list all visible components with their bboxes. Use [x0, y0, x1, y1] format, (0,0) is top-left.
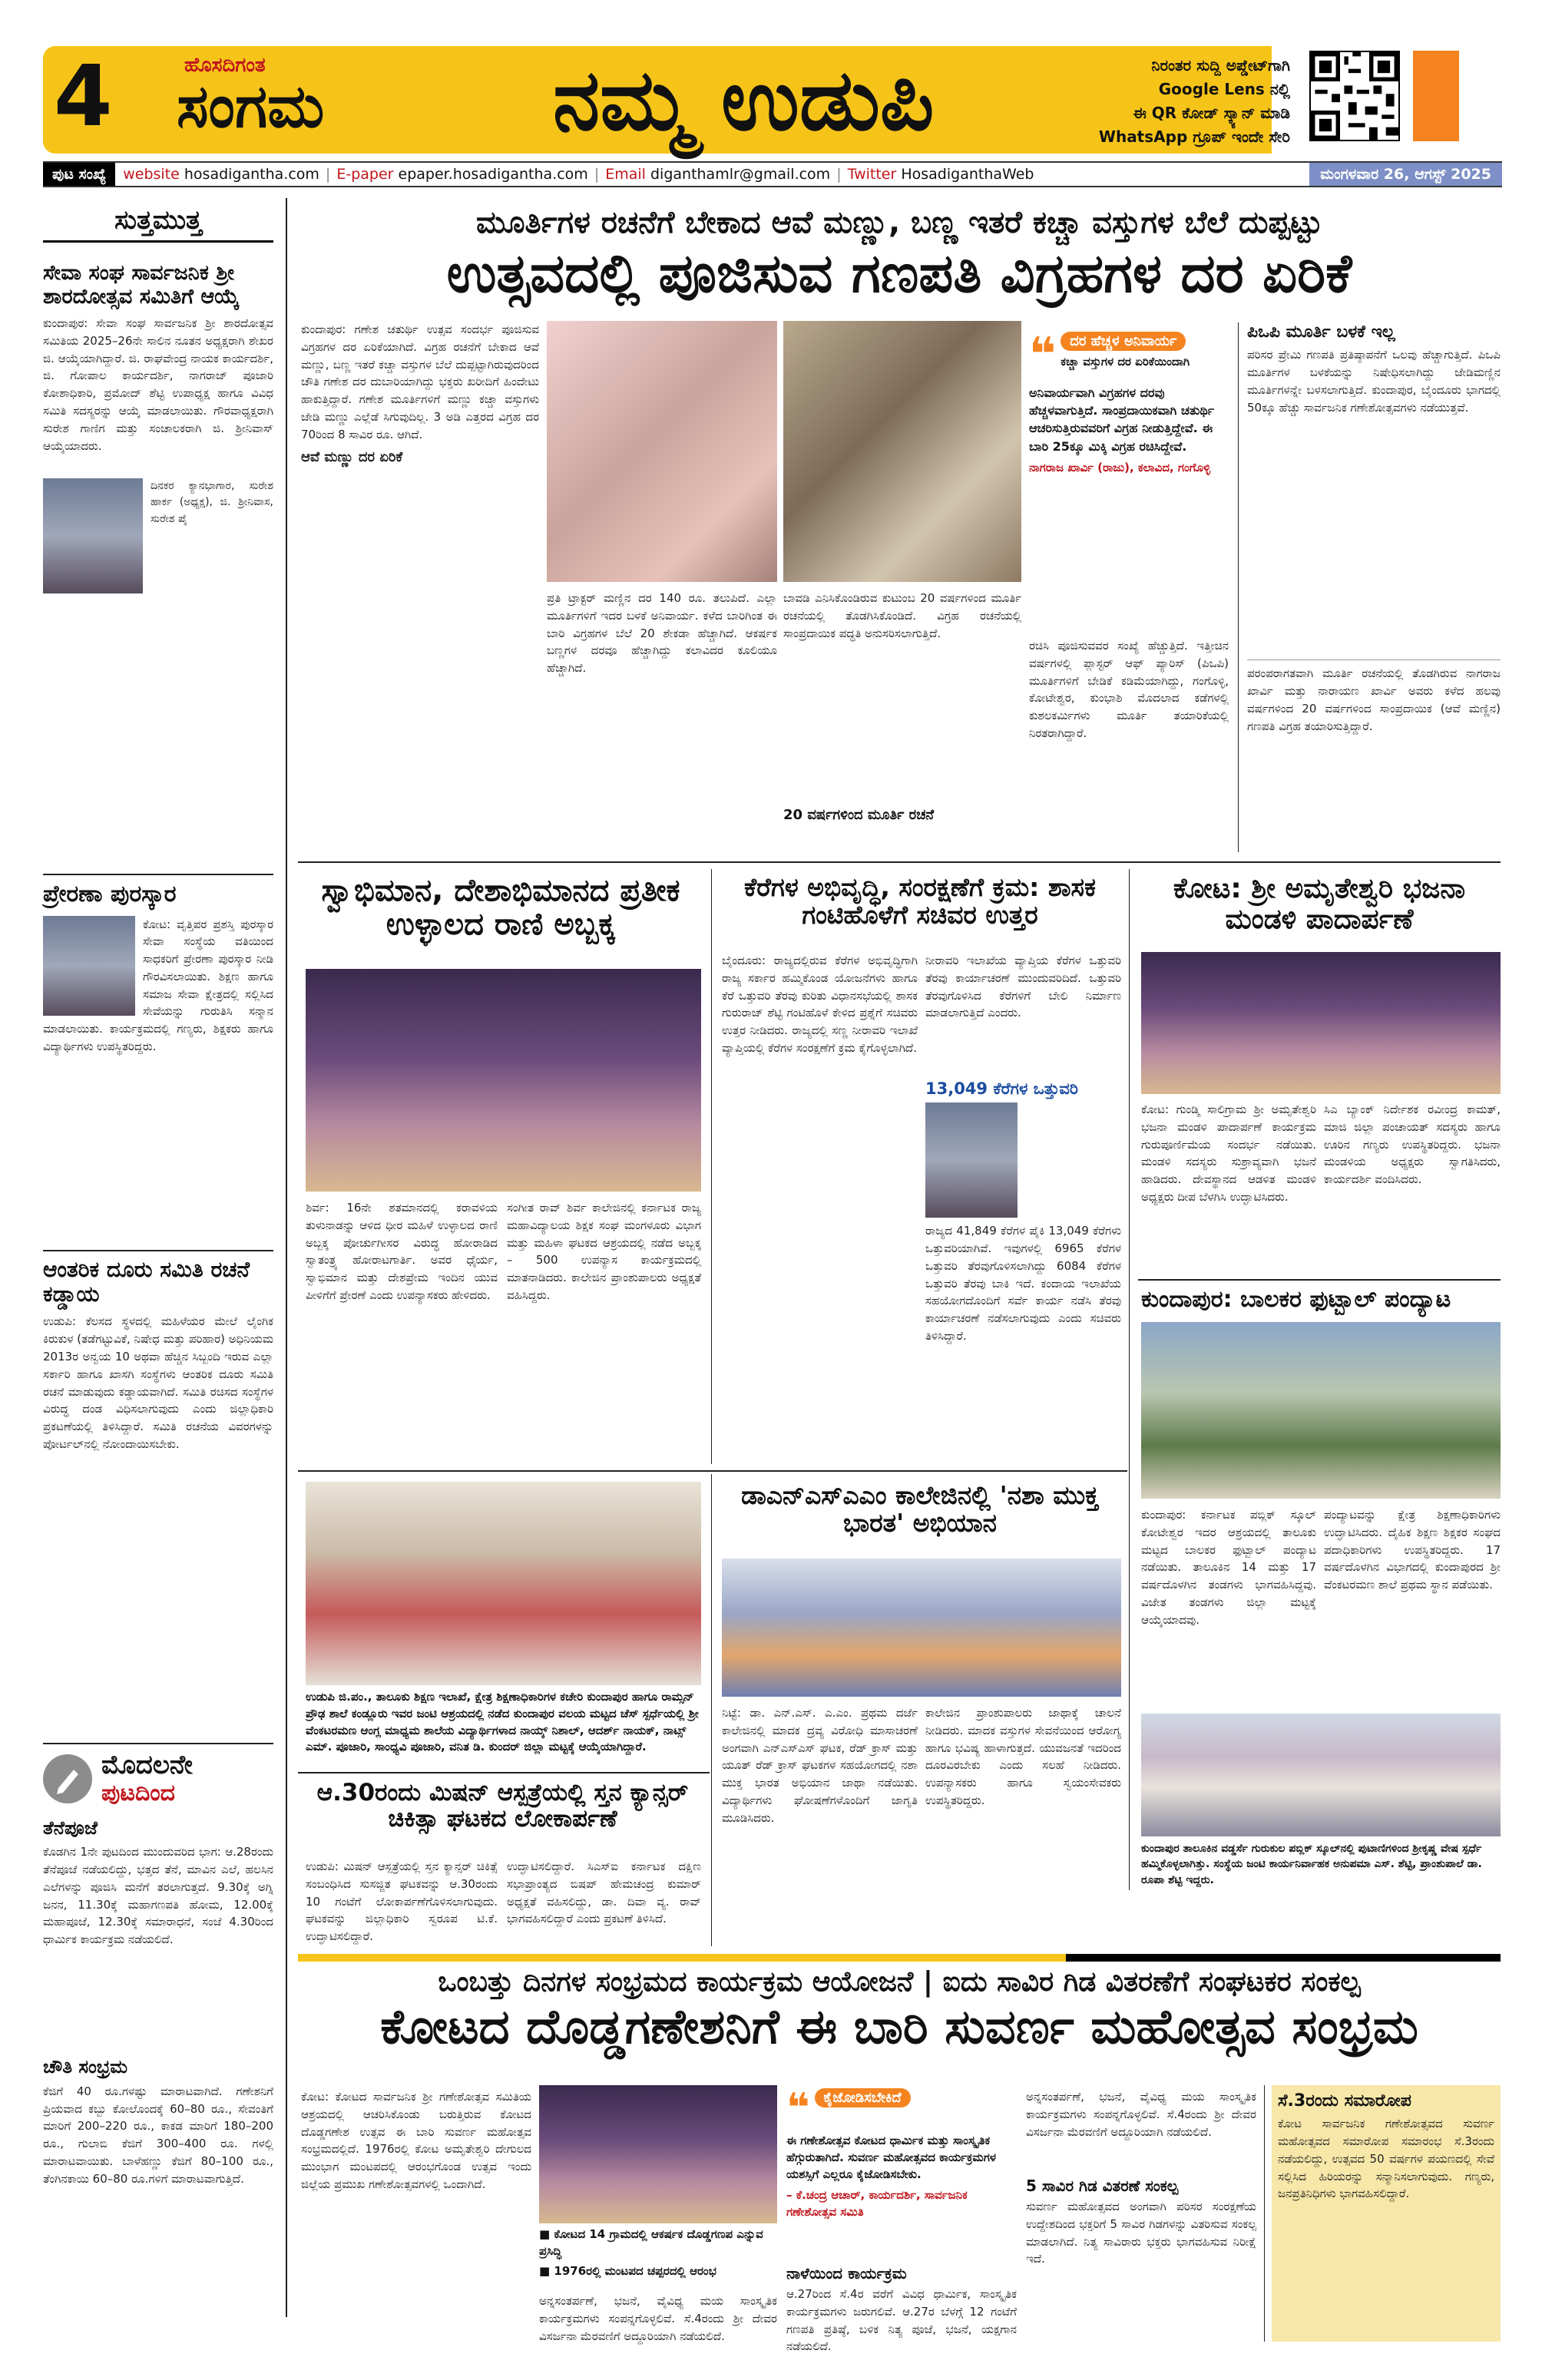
corner-tab	[1413, 51, 1459, 141]
story-lakes	[720, 874, 1120, 930]
story-body: ಕುಂದಾಪುರ: ಸೇವಾ ಸಂಘ ಸಾರ್ವಜನಿಕ ಶ್ರೀ ಶಾರದೋತ್ಸವ ಸಮಿತಿಯ 2025–26ನೇ ಸಾಲಿನ ನೂತನ ಅಧ್ಯಕ್ಷರಾಗಿ ಶೇಖರ ಜಿ. ಆಯ್ಕೆಯಾಗಿದ್ದಾರೆ. ಜಿ. ರಾಘವೇಂದ್ರ ನಾಯಕ ಕಾರ್ಯದರ್ಶಿ, ಜಿ. ಗೋಪಾಲ ಕಾರ್ಯದರ್ಶಿ, ನಾಗರಾಜ್ ಪೂಜಾರಿ ಕೋಶಾಧಿಕಾರಿ, ಪ್ರಮೋದ್ ಶೆಟ್ಟಿ ಉಪಾಧ್ಯಕ್ಷ ಹಾಗೂ ವಿವಿಧ ಸಮಿತಿ ಸದಸ್ಯರನ್ನು ಆಯ್ಕೆ ಮಾಡಲಾಯಿತು. ಗೌರವಾಧ್ಯಕ್ಷರಾಗಿ ಸುರೇಶ ಗಾಣಿಗ ಮತ್ತು ಸಂಚಾಲಕರಾಗಿ ಜಿ. ಶ್ರೀನಿವಾಸ್ ಆಯ್ಕೆಯಾದರು.	[43, 316, 273, 453]
story-cancer	[301, 1780, 704, 1832]
story-body: ಶಿರ್ವ: 16ನೇ ಶತಮಾನದಲ್ಲಿ ಕರಾವಳಿಯ ತುಳುನಾಡನ್ನು ಆಳಿದ ಧೀರ ಮಹಿಳೆ ಉಳ್ಳಾಲದ ರಾಣಿ ಅಬ್ಬಕ್ಕ ಪೋರ್ಚುಗೀಸರ ವಿರುದ್ಧ ಹೋರಾಡಿದ ಸ್ವಾತಂತ್ರ್ಯ ಹೋರಾಟಗಾರ್ತಿ. ಅವರ ಧೈರ್ಯ, ಸ್ವಾಭಿಮಾನ ಮತ್ತು ದೇಶಪ್ರೇಮ ಇಂದಿನ ಯುವ ಪೀಳಿಗೆಗೆ ಪ್ರೇರಣೆ ಎಂದು ಉಪನ್ಯಾಸಕರು ಹೇಳಿದರು.	[306, 1201, 498, 1302]
story-body: ರಾಜ್ಯದ 41,849 ಕೆರೆಗಳ ಪೈಕಿ 13,049 ಕೆರೆಗಳು ಒತ್ತುವರಿಯಾಗಿವೆ. ಇವುಗಳಲ್ಲಿ 6965 ಕೆರೆಗಳ ಒತ್ತುವರಿ ತೆರವುಗೊಳಿಸಲಾಗಿದ್ದು 6084 ಕೆರೆಗಳ ಒತ್ತುವರಿ ತೆರವು ಬಾಕಿ ಇದೆ. ಕಂದಾಯ ಇಲಾಖೆಯ ಸಹಯೋಗದೊಂದಿಗೆ ಸರ್ವೆ ಕಾರ್ಯ ನಡೆಸಿ ತೆರವು ಕಾರ್ಯಾಚರಣೆ ನಡೆಸಲಾಗುವುದು ಎಂದು ಸಚಿವರು ತಿಳಿಸಿದ್ದಾರೆ.	[925, 1224, 1121, 1343]
quote-icon: ❝	[1029, 328, 1057, 382]
pencil-icon	[43, 1754, 92, 1803]
story-body: ಅನ್ನಸಂತರ್ಪಣೆ, ಭಜನೆ, ವೈವಿಧ್ಯ ಮಯ ಸಾಂಸ್ಕೃತಿಕ ಕಾರ್ಯಕ್ರಮಗಳು ಸಂಪನ್ನಗೊಳ್ಳಲಿವೆ. ಸೆ.4ರಂದು ಶ್ರೀ ದೇವರ ವಿಸರ್ಜನಾ ಮೆರವಣಿಗೆ ಅದ್ದೂರಿಯಾಗಿ ನಡೆಯಲಿದೆ.	[539, 2294, 777, 2343]
lakes-right-col	[925, 952, 1121, 1453]
story-body: ಸಿಎ ಬ್ಯಾಂಕ್ ನಿರ್ದೇಶಕ ರವೀಂದ್ರ ಕಾಮತ್, ಮಾಜಿ ಜಿಲ್ಲಾ ಪಂಚಾಯತ್ ಸದಸ್ಯರು ಹಾಗೂ ಊರಿನ ಗಣ್ಯರು ಉಪಸ್ಥಿತರಿದ್ದರು. ಭಜನಾ ಮಂಡಳಿಯ ಅಧ್ಯಕ್ಷರು ಸ್ವಾಗತಿಸಿದರು, ಕಾರ್ಯದರ್ಶಿ ವಂದಿಸಿದರು.	[1324, 1102, 1501, 1187]
story-title: ಪ್ರೇರಣಾ ಪುರಸ್ಕಾರ	[43, 881, 177, 907]
bottom-col-4	[1026, 2088, 1256, 2344]
website-label: website	[123, 166, 180, 183]
story-subhead: ಆವೆ ಮಣ್ಣು ದರ ಏರಿಕೆ	[301, 448, 403, 465]
story-football	[1141, 1287, 1501, 1312]
awareness-rally-photo	[722, 1559, 1121, 1697]
qr-line: Google Lens ನಲ್ಲಿ	[1158, 80, 1290, 98]
column-divider	[1129, 869, 1130, 1890]
epaper-label: E-paper	[336, 166, 394, 183]
sidebar-title: ಪಿಒಪಿ ಮೂರ್ತಿ ಬಳಕೆ ಇಲ್ಲ	[1247, 322, 1395, 342]
firstpage-title: ಮೊದಲನೇ	[101, 1750, 193, 1780]
bottom-quote-box	[786, 2085, 1017, 2221]
quote-subtitle: ಕಚ್ಚಾ ವಸ್ತುಗಳ ದರ ಏರಿಕೆಯಿಂದಾಗಿ	[1061, 355, 1190, 369]
story-divider	[1138, 1279, 1501, 1281]
story-title: ಸೇವಾ ಸಂಘ ಸಾರ್ವಜನಿಕ ಶ್ರೀ ಶಾರದೋತ್ಸವ ಸಮಿತಿಗೆ ಆಯ್ಕೆ	[43, 261, 240, 309]
story-subhead: 5 ಸಾವಿರ ಗಿಡ ವಿತರಣೆ ಸಂಕಲ್ಪ	[1026, 2177, 1179, 2195]
quote-body: ಈ ಗಣೇಶೋತ್ಸವ ಕೋಟದ ಧಾರ್ಮಿಕ ಮತ್ತು ಸಾಂಸ್ಕೃತಿಕ ಹೆಗ್ಗುರುತಾಗಿದೆ. ಸುವರ್ಣ ಮಹೋತ್ಸವದ ಕಾರ್ಯಕ್ರಮಗಳ ಯಶಸ್ಸಿಗೆ ಎಲ್ಲರೂ ಕೈಜೋಡಿಸಬೇಕು.	[786, 2134, 996, 2181]
epaper-link[interactable]: epaper.hosadigantha.com	[398, 166, 588, 183]
football-team-photo	[1141, 1322, 1501, 1499]
bottom-story	[298, 1967, 1501, 2053]
story-body: ಪಂದ್ಯಾಟವನ್ನು ಕ್ಷೇತ್ರ ಶಿಕ್ಷಣಾಧಿಕಾರಿಗಳು ಉದ್ಘಾಟಿಸಿದರು. ದೈಹಿಕ ಶಿಕ್ಷಣ ಶಿಕ್ಷಕರ ಸಂಘದ ಪದಾಧಿಕಾರಿಗಳು ಉಪಸ್ಥಿತರಿದ್ದರು. 17 ವರ್ಷದೊಳಗಿನ ವಿಭಾಗದಲ್ಲಿ ಕುಂದಾಪುರದ ಶ್ರೀ ವೆಂಕಟರಮಣ ಶಾಲೆ ಪ್ರಥಮ ಸ್ಥಾನ ಪಡೆಯಿತು.	[1324, 1508, 1501, 1592]
top-story-body-a	[301, 321, 539, 851]
krishna-costume-photo	[1141, 1714, 1501, 1836]
story-body: ಬಾವಡಿ ಎನಿಸಿಕೊಂಡಿರುವ ಕುಟುಂಬ 20 ವರ್ಷಗಳಿಂದ ಮೂರ್ತಿ ರಚನೆಯಲ್ಲಿ ತೊಡಗಿಸಿಕೊಂಡಿದೆ. ವಿಗ್ರಹ ರಚನೆಯಲ್ಲಿ ಸಾಂಪ್ರದಾಯಿಕ ಪದ್ಧತಿ ಅನುಸರಿಸಲಾಗುತ್ತಿದೆ.	[783, 591, 1021, 640]
ganesha-mandap-photo	[539, 2085, 777, 2223]
story-headline: ಡಾಎನ್‌ಎಸ್‌ಎಎಂ ಕಾಲೇಜಿನಲ್ಲಿ 'ನಶಾ ಮುಕ್ತ ಭಾರತ' ಅಭಿಯಾನ	[741, 1480, 1099, 1539]
photo-caption: ■ 1976ರಲ್ಲಿ ಮಂಟಪದ ಚಪ್ಪರದಲ್ಲಿ ಆರಂಭ	[539, 2264, 716, 2278]
story-nasha	[720, 1482, 1120, 1538]
brand-title: ಸಂಗಮ	[177, 72, 325, 141]
quote-author: ನಾಗರಾಜ ಖಾರ್ವಿ (ರಾಜು), ಕಲಾವಿದ, ಗಂಗೊಳ್ಳಿ	[1029, 460, 1211, 474]
qr-promo	[1067, 54, 1290, 149]
issue-date: ಮಂಗಳವಾರ 26, ಆಗಸ್ಟ್ 2025	[1309, 163, 1502, 186]
sidebar-body: ಪರಿಸರ ಪ್ರೇಮಿ ಗಣಪತಿ ಪ್ರತಿಷ್ಠಾಪನೆಗೆ ಒಲವು ಹೆಚ್ಚಾಗುತ್ತಿದೆ. ಪಿಒಪಿ ಮೂರ್ತಿಗಳ ಬಳಕೆಯನ್ನು ನಿಷೇಧಿಸಲಾಗಿದ್ದು ಜೇಡಿಮಣ್ಣಿನ ಮೂರ್ತಿಗಳನ್ನೇ ಬಳಸಲಾಗುತ್ತಿದೆ. ಕುಂದಾಪುರ, ಬೈಂದೂರು ಭಾಗದಲ್ಲಿ 50ಕ್ಕೂ ಹೆಚ್ಚು ಸಾರ್ವಜನಿಕ ಗಣೇಶೋತ್ಸವಗಳು ನಡೆಯುತ್ತವೆ.	[1247, 348, 1501, 415]
story-body: ಆ.27ರಿಂದ ಸೆ.4ರ ವರೆಗೆ ವಿವಿಧ ಧಾರ್ಮಿಕ, ಸಾಂಸ್ಕೃತಿಕ ಕಾರ್ಯಕ್ರಮಗಳು ಜರುಗಲಿವೆ. ಆ.27ರ ಬೆಳಗ್ಗೆ 12 ಗಂಟೆಗೆ ಗಣಪತಿ ಪ್ರತಿಷ್ಠೆ, ಬಳಿಕ ನಿತ್ಯ ಪೂಜೆ, ಭಜನೆ, ಯಕ್ಷಗಾನ ನಡೆಯಲಿದೆ.	[786, 2287, 1017, 2354]
photo-caption: ದಿನಕರ ಕ್ಯಾನಭಾಗಾರ, ಸುರೇಶ ಹಾರ್ಕ (ಅಧ್ಯಕ್ಷ), ಜಿ. ಶ್ರೀನಿವಾಸ, ಸುರೇಶ ಪೈ	[151, 480, 273, 525]
top-story	[298, 206, 1501, 303]
photo-caption: ■ ಕೋಟದ 14 ಗ್ರಾಮದಲ್ಲಿ ಆಕರ್ಷಕ ದೊಡ್ಡಗಣಪ ಎನ್ನುವ ಪ್ರಸಿದ್ಧಿ	[539, 2227, 763, 2258]
story-complaint-committee	[43, 1258, 273, 1712]
story-headline: ಕೋಟದ ದೊಡ್ಡಗಣೇಶನಿಗೆ ಈ ಬಾರಿ ಸುವರ್ಣ ಮಹೋತ್ಸವ ಸಂಭ್ರಮ	[380, 1998, 1418, 2054]
twitter-label: Twitter	[847, 166, 897, 183]
story-body: ಉಡುಪಿ: ಮಿಷನ್ ಆಸ್ಪತ್ರೆಯಲ್ಲಿ ಸ್ತನ ಕ್ಯಾನ್ಸರ್ ಚಿಕಿತ್ಸೆ ಸಂಬಂಧಿಸಿದ ಸುಸಜ್ಜಿತ ಘಟಕವನ್ನು ಆ.30ರಂದು 10 ಗಂಟೆಗೆ ಲೋಕಾರ್ಪಣೆಗೊಳಿಸಲಾಗುವುದು. ಘಟಕವನ್ನು ಜಿಲ್ಲಾಧಿಕಾರಿ ಸ್ವರೂಪ ಟಿ.ಕೆ. ಉದ್ಘಾಟಿಸಲಿದ್ದಾರೆ.	[306, 1859, 498, 1944]
bhajana-photo	[1141, 952, 1501, 1094]
twitter-link[interactable]: HosadiganthaWeb	[901, 166, 1034, 183]
story-body: ಕುಂದಾಪುರ: ಗಣೇಶ ಚತುರ್ಥಿ ಉತ್ಸವ ಸಂದರ್ಭ ಪೂಜಿಸುವ ವಿಗ್ರಹಗಳ ದರ ಏರಿಕೆಯಾಗಿದೆ. ವಿಗ್ರಹ ರಚನೆಗೆ ಬೇಕಾದ ಆವೆ ಮಣ್ಣು, ಬಣ್ಣ ಇತರೆ ಕಚ್ಚಾ ವಸ್ತುಗಳ ಬೆಲೆ ದುಪ್ಪಟ್ಟಾಗಿರುವುದರಿಂದ ಚೌತಿ ಗಣೇಶ ದರ ದುಬಾರಿಯಾಗಿದ್ದು ಭಕ್ತರು ಖರೀದಿಗೆ ಹಿಂದೇಟು ಹಾಕುತ್ತಿದ್ದಾರೆ. ಗಣೇಶ ಮೂರ್ತಿಗಳಿಗೆ ಮಣ್ಣು ಕಚ್ಚಾ ವಸ್ತುಗಳು ಜೇಡಿ ಮಣ್ಣು ಎಲ್ಲೆಡೆ ಸಿಗುವುದಿಲ್ಲ. 3 ಅಡಿ ಎತ್ತರದ ವಿಗ್ರಹ ದರ 70ರಿಂದ 8 ಸಾವಿರ ರೂ. ಆಗಿದೆ.	[301, 322, 539, 441]
quote-box	[1029, 328, 1229, 477]
decor-strip	[1066, 1954, 1501, 1962]
sidebar-title: ಸೆ.3ರಂದು ಸಮಾರೋಪ	[1278, 2091, 1411, 2111]
portrait-photo	[43, 478, 143, 593]
quote-author: – ಕೆ.ಚಂದ್ರ ಆಚಾರ್, ಕಾರ್ಯದರ್ಶಿ, ಸಾರ್ವಜನಿಕ ಗಣೇಶೋತ್ಸವ ಸಮಿತಿ	[786, 2188, 968, 2219]
bottom-sidebar	[1272, 2085, 1501, 2342]
story-body: ಪ್ರತಿ ಟ್ರಾಕ್ಟರ್ ಮಣ್ಣಿನ ದರ 140 ರೂ. ತಲುಪಿದೆ. ಎಲ್ಲಾ ಮೂರ್ತಿಗಳಿಗೆ ಇದರ ಬಳಕೆ ಅನಿವಾರ್ಯ. ಕಳೆದ ಬಾರಿಗಿಂತ ಈ ಬಾರಿ ವಿಗ್ರಹಗಳ ಬೆಲೆ 20 ಶೇಕಡಾ ಹೆಚ್ಚಾಗಿದೆ. ಆಕರ್ಷಕ ಬಣ್ಣಗಳ ದರವೂ ಹೆಚ್ಚಾಗಿದ್ದು ಕಲಾವಿದರ ಕೂಲಿಯೂ ಹೆಚ್ಚಾಗಿದೆ.	[547, 591, 777, 676]
event-stage-photo	[306, 969, 701, 1192]
qr-code-icon[interactable]	[1309, 51, 1400, 141]
email-label: Email	[605, 166, 646, 183]
story-headline: ಕುಂದಾಪುರ: ಬಾಲಕರ ಫುಟ್ಬಾಲ್ ಪಂದ್ಯಾಟ	[1141, 1286, 1451, 1313]
column-divider	[711, 1474, 712, 1946]
story-body: ಸಂಗೀತ ರಾವ್ ಶಿರ್ವ ಕಾಲೇಜಿನಲ್ಲಿ ಕರ್ನಾಟಕ ರಾಜ್ಯ ಮಹಾವಿದ್ಯಾಲಯ ಶಿಕ್ಷಕ ಸಂಘ ಮಂಗಳೂರು ವಿಭಾಗ ಮತ್ತು ಮಹಿಳಾ ಘಟಕದ ಆಶ್ರಯದಲ್ಲಿ ನಡೆದ ಅಬ್ಬಕ್ಕ – 500 ಉಪನ್ಯಾಸ ಕಾರ್ಯಕ್ರಮದಲ್ಲಿ ಮಾತನಾಡಿದರು. ಕಾಲೇಜಿನ ಪ್ರಾಂಶುಪಾಲರು ಅಧ್ಯಕ್ಷತೆ ವಹಿಸಿದ್ದರು.	[507, 1201, 701, 1302]
page-number: 4	[54, 47, 113, 145]
story-body: ನೀರಾವರಿ ಇಲಾಖೆಯ ವ್ಯಾಪ್ತಿಯ ಕೆರೆಗಳ ಒತ್ತುವರಿ ತೆರವು ಕಾರ್ಯಾಚರಣೆ ಮುಂದುವರಿದಿದೆ. ಒತ್ತುವರಿ ತೆರವುಗೊಳಿಸಿದ ಕೆರೆಗಳಿಗೆ ಬೇಲಿ ನಿರ್ಮಾಣ ಮಾಡಲಾಗುತ್ತಿದೆ ಎಂದರು.	[925, 954, 1121, 1020]
quote-tag: ದರ ಹೆಚ್ಚಳ ಅನಿವಾರ್ಯ	[1061, 332, 1186, 351]
subsection-title: ಚೌತಿ ಸಂಭ್ರಮ	[43, 2056, 128, 2078]
column-divider	[1264, 2085, 1265, 2342]
story-headline: ಆ.30ರಂದು ಮಿಷನ್ ಆಸ್ಪತ್ರೆಯಲ್ಲಿ ಸ್ತನ ಕ್ಯಾನ್ಸರ್ ಚಿಕಿತ್ಸಾ ಘಟಕದ ಲೋಕಾರ್ಪಣೆ	[316, 1779, 689, 1833]
story-kicker: ಮೂರ್ತಿಗಳ ರಚನೆಗೆ ಬೇಕಾದ ಆವೆ ಮಣ್ಣು, ಬಣ್ಣ ಇತರೆ ಕಚ್ಚಾ ವಸ್ತುಗಳ ಬೆಲೆ ದುಪ್ಪಟ್ಟು	[476, 205, 1322, 240]
story-body: ಅನ್ನಸಂತರ್ಪಣೆ, ಭಜನೆ, ವೈವಿಧ್ಯ ಮಯ ಸಾಂಸ್ಕೃತಿಕ ಕಾರ್ಯಕ್ರಮಗಳು ಸಂಪನ್ನಗೊಳ್ಳಲಿವೆ. ಸೆ.4ರಂದು ಶ್ರೀ ದೇವರ ವಿಸರ್ಜನಾ ಮೆರವಣಿಗೆ ಅದ್ದೂರಿಯಾಗಿ ನಡೆಯಲಿದೆ.	[1026, 2090, 1256, 2139]
story-body: ಕೋಟ: ಕೋಟದ ಸಾರ್ವಜನಿಕ ಶ್ರೀ ಗಣೇಶೋತ್ಸವ ಸಮಿತಿಯ ಆಶ್ರಯದಲ್ಲಿ ಆಚರಿಸಿಕೊಂಡು ಬರುತ್ತಿರುವ ಕೋಟದ ದೊಡ್ಡಗಣೇಶ ಉತ್ಸವ ಈ ಬಾರಿ ಸುವರ್ಣ ಮಹೋತ್ಸವ ಸಂಭ್ರಮದಲ್ಲಿದೆ. 1976ರಲ್ಲಿ ಕೋಟ ಅಮೃತೇಶ್ವರಿ ದೇಗುಲದ ಮುಂಭಾಗ ಮಂಟಪದಲ್ಲಿ ಆರಂಭಗೊಂಡ ಉತ್ಸವ ಇಂದು ಜಿಲ್ಲೆಯ ಪ್ರಮುಖ ಗಣೇಶೋತ್ಸವಗಳಲ್ಲಿ ಒಂದಾಗಿದೆ.	[301, 2090, 531, 2191]
top-story-body-c	[783, 590, 1021, 824]
caption-bullet-icon: ■	[539, 2227, 554, 2241]
left-section-header	[43, 206, 273, 243]
story-subhead: 20 ವರ್ಷಗಳಿಂದ ಮೂರ್ತಿ ರಚನೆ	[783, 807, 935, 823]
firstpage-header	[43, 1750, 273, 1807]
story-bhajana	[1138, 874, 1501, 934]
qr-line: ಈ QR ಕೋಡ್ ಸ್ಕ್ಯಾನ್ ಮಾಡಿ	[1133, 104, 1290, 122]
subsection-body: ಕೊಡಗಿನ 1ನೇ ಪುಟದಿಂದ ಮುಂದುವರಿದ ಭಾಗ: ಆ.28ರಂದು ತೆನೆಪೂಜೆ ನಡೆಯಲಿದ್ದು, ಭತ್ತದ ತೆನೆ, ಮಾವಿನ ಎಲೆ, ಹಲಸಿನ ಎಲೆಗಳನ್ನು ಪೂಜಿಸಿ ಮನೆಗೆ ತರಲಾಗುತ್ತದೆ. 9.30ಕ್ಕೆ ಅಗ್ನಿ ಜನನ, 11.30ಕ್ಕೆ ಮಹಾಗಣಪತಿ ಹೋಮ, 12.00ಕ್ಕೆ ಮಹಾಪೂಜೆ, 12.30ಕ್ಕೆ ಸಮಾರಾಧನೆ, ಸಂಜೆ 4.30ರಿಂದ ಧಾರ್ಮಿಕ ಕಾರ್ಯಕ್ರಮ ನಡೆಯಲಿದೆ.	[43, 1845, 273, 1947]
minister-photo	[925, 1102, 1018, 1218]
story-divider	[298, 1470, 1127, 1472]
story-body: ಕೋಟ: ಗುಂಡ್ಮಿ ಸಾಲಿಗ್ರಾಮ ಶ್ರೀ ಅಮೃತೇಶ್ವರಿ ಭಜನಾ ಮಂಡಳಿ ಪಾದಾರ್ಪಣೆ ಕಾರ್ಯಕ್ರಮ ಗುರುಪೂರ್ಣಿಮೆಯ ಸಂದರ್ಭ ನಡೆಯಿತು. ಮಂಡಳಿ ಸದಸ್ಯರು ಸುಶ್ರಾವ್ಯವಾಗಿ ಭಜನೆ ಹಾಡಿದರು. ದೇವಸ್ಥಾನದ ಆಡಳಿತ ಮಂಡಳಿ ಅಧ್ಯಕ್ಷರು ದೀಪ ಬೆಳಗಿಸಿ ಉದ್ಘಾಟಿಸಿದರು.	[1141, 1102, 1316, 1204]
photo-caption: ಕುಂದಾಪುರ ತಾಲೂಕಿನ ವಡ್ಡರ್ಸೆ ಗುರುಕುಲ ಪಬ್ಲಿಕ್ ಸ್ಕೂಲ್‌ನಲ್ಲಿ ಪುಟಾಣಿಗಳಿಂದ ಶ್ರೀಕೃಷ್ಣ ವೇಷ ಸ್ಪರ್ಧೆ ಹಮ್ಮಿಕೊಳ್ಳಲಾಗಿತ್ತು. ಸಂಸ್ಥೆಯ ಜಂಟಿ ಕಾರ್ಯನಿರ್ವಾಹಕ ಅನುಪಮಾ ಎಸ್. ಶೆಟ್ಟಿ, ಪ್ರಾಂಶುಪಾಲೆ ಡಾ. ರೂಪಾ ಶೆಟ್ಟಿ ಇದ್ದರು.	[1141, 1843, 1482, 1886]
story-body: ಉಡುಪಿ: ಕೆಲಸದ ಸ್ಥಳದಲ್ಲಿ ಮಹಿಳೆಯರ ಮೇಲೆ ಲೈಂಗಿಕ ಕಿರುಕುಳ (ತಡೆಗಟ್ಟುವಿಕೆ, ನಿಷೇಧ ಮತ್ತು ಪರಿಹಾರ) ಅಧಿನಿಯಮ 2013ರ ಅನ್ವಯ 10 ಅಥವಾ ಹೆಚ್ಚಿನ ಸಿಬ್ಬಂದಿ ಇರುವ ಎಲ್ಲಾ ಸರ್ಕಾರಿ ಹಾಗೂ ಖಾಸಗಿ ಸಂಸ್ಥೆಗಳು ಆಂತರಿಕ ದೂರು ಸಮಿತಿ ರಚನೆ ಮಾಡುವುದು ಕಡ್ಡಾಯವಾಗಿದೆ. ಸಮಿತಿ ರಚಿಸದ ಸಂಸ್ಥೆಗಳ ವಿರುದ್ಧ ದಂಡ ವಿಧಿಸಲಾಗುವುದು ಎಂದು ಜಿಲ್ಲಾಧಿಕಾರಿ ಪ್ರಕಟಣೆಯಲ್ಲಿ ತಿಳಿಸಿದ್ದಾರೆ. ಸಮಿತಿ ರಚನೆಯ ವಿವರಗಳನ್ನು ಪೋರ್ಟಲ್‌ನಲ್ಲಿ ನೋಂದಾಯಿಸಬೇಕು.	[43, 1314, 273, 1451]
artist-photo	[783, 321, 1021, 582]
story-body: ಬೈಂದೂರು: ರಾಜ್ಯದಲ್ಲಿರುವ ಕೆರೆಗಳ ಅಭಿವೃದ್ಧಿಗಾಗಿ ರಾಜ್ಯ ಸರ್ಕಾರ ಹಮ್ಮಿಕೊಂಡ ಯೋಜನೆಗಳು ಹಾಗೂ ಕೆರೆ ಒತ್ತುವರಿ ತೆರವು ಕುರಿತು ವಿಧಾನಸಭೆಯಲ್ಲಿ ಶಾಸಕ ಗುರುರಾಜ್ ಶೆಟ್ಟಿ ಗಂಟಿಹೊಳೆ ಕೇಳಿದ ಪ್ರಶ್ನೆಗೆ ಸಚಿವರು ಉತ್ತರ ನೀಡಿದರು. ರಾಜ್ಯದಲ್ಲಿ ಸಣ್ಣ ನೀರಾವರಿ ಇಲಾಖೆ ವ್ಯಾಪ್ತಿಯಲ್ಲಿ ಕೆರೆಗಳ ಸಂರಕ್ಷಣೆಗೆ ಕ್ರಮ ಕೈಗೊಳ್ಳಲಾಗಿದೆ.	[722, 954, 918, 1055]
story-divider	[43, 874, 273, 875]
brand-small: ಹೊಸದಿಗಂತ	[184, 54, 266, 77]
photo-caption: ಉಡುಪಿ ಜಿ.ಪಂ., ತಾಲೂಕು ಶಿಕ್ಷಣ ಇಲಾಖೆ, ಕ್ಷೇತ್ರ ಶಿಕ್ಷಣಾಧಿಕಾರಿಗಳ ಕಚೇರಿ ಕುಂದಾಪುರ ಹಾಗೂ ರಾಮ್ಸನ್ ಪ್ರೌಢ ಶಾಲೆ ಕಂಡ್ಲೂರು ಇವರ ಜಂಟಿ ಆಶ್ರಯದಲ್ಲಿ ನಡೆದ ಕುಂದಾಪುರ ವಲಯ ಮಟ್ಟದ ಚೆಸ್ ಸ್ಪರ್ಧೆಯಲ್ಲಿ ಶ್ರೀ ವೆಂಕಟರಮಣ ಆಂಗ್ಲ ಮಾಧ್ಯಮ ಶಾಲೆಯ ವಿದ್ಯಾರ್ಥಿಗಳಾದ ನಾಯ್ಕ್ ನಿಶಾಲ್, ಆದರ್ಶ್ ನಾಯಕ್, ನಾಟ್ಸ್ ಎಮ್. ಪೂಜಾರಿ, ಸಾಂಧ್ಯವಿ ಪೂಜಾರಿ, ವನಿತ ಡಿ. ಕುಂದರ್ ಜಿಲ್ಲಾ ಮಟ್ಟಕ್ಕೆ ಆಯ್ಕೆಯಾಗಿದ್ದಾರೆ.	[306, 1690, 699, 1754]
portrait-photo	[43, 916, 135, 1016]
subsection-body: ಕೆಜಿಗೆ 40 ರೂ.ಗಳಷ್ಟು ಮಾರಾಟವಾಗಿದೆ. ಗಣೇಶನಿಗೆ ಪ್ರಿಯವಾದ ಕಬ್ಬು ಕೋಲೊಂದಕ್ಕೆ 60–80 ರೂ., ಸೇವಂತಿಗೆ ಮಾರಿಗೆ 200–220 ರೂ., ಕಾಕಡ ಮಾರಿಗೆ 180–200 ರೂ., ಗುಲಾಬಿ ಕೆಜಿಗೆ 300–400 ರೂ. ಗಳಲ್ಲಿ ಮಾರಾಟವಾಯಿತು. ಬಾಳೆಹಣ್ಣು ಕೆಜಿಗೆ 80–100 ರೂ., ತೆಂಗಿನಕಾಯಿ 60–80 ರೂ.ಗಳಿಗೆ ಮಾರಾಟವಾಗುತ್ತಿದೆ.	[43, 2084, 273, 2186]
firstpage-subtitle: ಪುಟದಿಂದ	[101, 1780, 176, 1807]
firstpage-box	[43, 1750, 273, 2248]
pages-tag: ಪುಟ ಸಂಖ್ಯೆ	[43, 163, 115, 186]
quote-body: ಅನಿವಾರ್ಯವಾಗಿ ವಿಗ್ರಹಗಳ ದರವು ಹೆಚ್ಚಳವಾಗುತ್ತಿದೆ. ಸಾಂಪ್ರದಾಯಿಕವಾಗಿ ಚತುರ್ಥಿ ಆಚರಿಸುತ್ತಿರುವವರಿಗೆ ವಿಗ್ರಹ ನೀಡುತ್ತಿದ್ದೇವೆ. ಈ ಬಾರಿ 25ಕ್ಕೂ ಮಿಕ್ಕಿ ವಿಗ್ರಹ ರಚಿಸಿದ್ದೇವೆ.	[1029, 385, 1214, 454]
story-divider	[298, 861, 1501, 863]
website-link[interactable]: hosadigantha.com	[184, 166, 319, 183]
story-sharadotsava	[43, 261, 273, 593]
section-title: ಸುತ್ತಮುತ್ತ	[43, 206, 273, 243]
story-body: ಕಾಲೇಜಿನ ಪ್ರಾಂಶುಪಾಲರು ಜಾಥಾಕ್ಕೆ ಚಾಲನೆ ನೀಡಿದರು. ಮಾದಕ ವಸ್ತುಗಳ ಸೇವನೆಯಿಂದ ಆರೋಗ್ಯ ಹಾಗೂ ಭವಿಷ್ಯ ಹಾಳಾಗುತ್ತದೆ. ಯುವಜನತೆ ಇದರಿಂದ ದೂರವಿರಬೇಕು ಎಂದು ಸಲಹೆ ನೀಡಿದರು. ಉಪನ್ಯಾಸಕರು ಹಾಗೂ ಸ್ವಯಂಸೇವಕರು ಉಪಸ್ಥಿತರಿದ್ದರು.	[925, 1706, 1121, 1807]
story-headline: ಕೆರೆಗಳ ಅಭಿವೃದ್ಧಿ, ಸಂರಕ್ಷಣೆಗೆ ಕ್ರಮ: ಶಾಸಕ ಗಂಟಿಹೊಳೆಗೆ ಸಚಿವರ ಉತ್ತರ	[744, 872, 1096, 931]
ganesha-idol-photo	[547, 321, 777, 582]
qr-line: WhatsApp ಗ್ರೂಪ್ ಇಂದೇ ಸೇರಿ	[1098, 127, 1290, 146]
edition-title: ನಮ್ಮ ಉಡುಪಿ	[553, 51, 935, 149]
column-divider	[711, 869, 712, 1464]
sidebar-pop	[1247, 322, 1501, 859]
story-body: ರಚಿಸಿ ಪೂಜಿಸುವವರ ಸಂಖ್ಯೆ ಹೆಚ್ಚುತ್ತಿದೆ. ಇತ್ತೀಚಿನ ವರ್ಷಗಳಲ್ಲಿ ಪ್ಲಾಸ್ಟರ್ ಆಫ್ ಪ್ಯಾರಿಸ್ (ಪಿಒಪಿ) ಮೂರ್ತಿಗಳಿಗೆ ಬೇಡಿಕೆ ಕಡಿಮೆಯಾಗಿದ್ದು, ಗಂಗೊಳ್ಳಿ, ಕೋಟೇಶ್ವರ, ಕುಂಭಾಶಿ ಮೊದಲಾದ ಕಡೆಗಳಲ್ಲಿ ಕುಶಲಕರ್ಮಿಗಳು ಮೂರ್ತಿ ತಯಾರಿಕೆಯಲ್ಲಿ ನಿರತರಾಗಿದ್ದಾರೆ.	[1029, 639, 1229, 740]
caption-bullet-icon: ■	[539, 2264, 554, 2278]
qr-line: ನಿರಂತರ ಸುದ್ದಿ ಅಪ್ಡೇಟ್‌ಗಾಗಿ	[1151, 56, 1290, 74]
story-title: ಆಂತರಿಕ ದೂರು ಸಮಿತಿ ರಚನೆ ಕಡ್ಡಾಯ	[43, 1257, 250, 1307]
email-link[interactable]: diganthamlr@gmail.com	[650, 166, 831, 183]
column-divider	[1238, 322, 1239, 852]
bottom-sub-a	[786, 2264, 1017, 2354]
story-kicker: ಒಂಬತ್ತು ದಿನಗಳ ಸಂಭ್ರಮದ ಕಾರ್ಯಕ್ರಮ ಆಯೋಜನೆ | ಐದು ಸಾವಿರ ಗಿಡ ವಿತರಣೆಗೆ ಸಂಘಟಕರ ಸಂಕಲ್ಪ	[438, 1966, 1361, 1998]
story-body: ನಿಟ್ಟೆ: ಡಾ. ಎನ್.ಎಸ್. ಎ.ಎಂ. ಪ್ರಥಮ ದರ್ಜೆ ಕಾಲೇಜಿನಲ್ಲಿ ಮಾದಕ ದ್ರವ್ಯ ವಿರೋಧಿ ಮಾಸಾಚರಣೆ ಅಂಗವಾಗಿ ಎನ್‌ಎಸ್‌ಎಸ್ ಘಟಕ, ರೆಡ್ ಕ್ರಾಸ್ ಮತ್ತು ಯೂತ್ ರೆಡ್ ಕ್ರಾಸ್ ಘಟಕಗಳ ಸಹಯೋಗದಲ್ಲಿ ನಶಾ ಮುಕ್ತ ಭಾರತ ಅಭಿಯಾನ ಜಾಥಾ ನಡೆಯಿತು. ವಿದ್ಯಾರ್ಥಿಗಳು ಘೋಷಣೆಗಳೊಂದಿಗೆ ಜಾಗೃತಿ ಮೂಡಿಸಿದರು.	[722, 1706, 918, 1825]
story-body: ಪರಂಪರಾಗತವಾಗಿ ಮೂರ್ತಿ ರಚನೆಯಲ್ಲಿ ತೊಡಗಿರುವ ನಾಗರಾಜ ಖಾರ್ವಿ ಮತ್ತು ನಾರಾಯಣ ಖಾರ್ವಿ ಅವರು ಕಳೆದ ಹಲವು ವರ್ಷಗಳಿಂದ 20 ವರ್ಷಗಳಿಂದ ಸಾಂಪ್ರದಾಯಿಕ (ಆವೆ ಮಣ್ಣಿನ) ಗಣಪತಿ ವಿಗ್ರಹ ತಯಾರಿಸುತ್ತಿದ್ದಾರೆ.	[1247, 659, 1501, 859]
sidebar-body: ಕೋಟ ಸಾರ್ವಜನಿಕ ಗಣೇಶೋತ್ಸವದ ಸುವರ್ಣ ಮಹೋತ್ಸವದ ಸಮಾರೋಪ ಸಮಾರಂಭ ಸೆ.3ರಂದು ನಡೆಯಲಿದ್ದು, ಉತ್ಸವದ 50 ವರ್ಷಗಳ ಪಯಣದಲ್ಲಿ ಸೇವೆ ಸಲ್ಲಿಸಿದ ಹಿರಿಯರನ್ನು ಸನ್ಮಾನಿಸಲಾಗುವುದು. ಗಣ್ಯರು, ಜನಪ್ರತಿನಿಧಿಗಳು ಭಾಗವಹಿಸಲಿದ್ದಾರೆ.	[1278, 2117, 1494, 2201]
quote-tag: ಕೈಜೋಡಿಸಬೇಕಿದೆ	[815, 2088, 911, 2107]
story-divider	[298, 1772, 710, 1773]
story-subhead: ನಾಳೆಯಿಂದ ಕಾರ್ಯಕ್ರಮ	[786, 2264, 907, 2282]
story-headline: ಕೋಟ: ಶ್ರೀ ಅಮೃತೇಶ್ವರಿ ಭಜನಾ ಮಂಡಳಿ ಪಾದಾರ್ಪಣೆ	[1173, 873, 1466, 935]
column-divider	[286, 198, 287, 2317]
story-body: ಸುವರ್ಣ ಮಹೋತ್ಸವದ ಅಂಗವಾಗಿ ಪರಿಸರ ಸಂರಕ್ಷಣೆಯ ಉದ್ದೇಶದಿಂದ ಭಕ್ತರಿಗೆ 5 ಸಾವಿರ ಗಿಡಗಳನ್ನು ವಿತರಿಸುವ ಸಂಕಲ್ಪ ಮಾಡಲಾಗಿದೆ. ನಿತ್ಯ ಸಾವಿರಾರು ಭಕ್ತರು ಭಾಗವಹಿಸುವ ನಿರೀಕ್ಷೆ ಇದೆ.	[1026, 2200, 1256, 2266]
subsection-title: ತೆನೆಪೂಜೆ	[43, 1816, 98, 1839]
story-abbakka	[301, 874, 700, 941]
story-headline: ಉತ್ಸವದಲ್ಲಿ ಪೂಜಿಸುವ ಗಣಪತಿ ವಿಗ್ರಹಗಳ ದರ ಏರಿಕೆ	[446, 242, 1352, 305]
info-bar: ಪುಟ ಸಂಖ್ಯೆ website hosadigantha.com | E-paper epaper.hosadigantha.com | Email diganthamlr@gmail.com | Twitter HosadiganthaWeb ಮಂಗಳವಾರ 26, ಆಗಸ್ಟ್ 2025	[43, 161, 1502, 187]
stat-title: 13,049 ಕೆರೆಗಳ ಒತ್ತುವರಿ	[925, 1079, 1078, 1098]
story-divider	[43, 1250, 273, 1251]
story-body: ಉದ್ಘಾಟಿಸಲಿದ್ದಾರೆ. ಸಿಎಸ್‌ಐ ಕರ್ನಾಟಕ ದಕ್ಷಿಣ ಸಭಾಪ್ರಾಂತ್ಯದ ಬಿಷಪ್ ಹೇಮಚಂದ್ರ ಕುಮಾರ್ ಅಧ್ಯಕ್ಷತೆ ವಹಿಸಲಿದ್ದು, ಡಾ. ದಿವಾ ವ್ಯ. ರಾವ್ ಭಾಗವಹಿಸಲಿದ್ದಾರೆ ಎಂದು ಪ್ರಕಟಣೆ ತಿಳಿಸಿದೆ.	[507, 1859, 701, 1926]
story-headline: ಸ್ವಾಭಿಮಾನ, ದೇಶಾಭಿಮಾನದ ಪ್ರತೀಕ ಉಳ್ಳಾಲದ ರಾಣಿ ಅಬ್ಬಕ್ಕ	[321, 873, 680, 942]
story-prerana	[43, 881, 273, 1223]
story-body: ಕುಂದಾಪುರ: ಕರ್ನಾಟಕ ಪಬ್ಲಿಕ್ ಸ್ಕೂಲ್ ಕೋಟೇಶ್ವರ ಇದರ ಆಶ್ರಯದಲ್ಲಿ ತಾಲೂಕು ಮಟ್ಟದ ಬಾಲಕರ ಫುಟ್ಬಾಲ್ ಪಂದ್ಯಾಟ ನಡೆಯಿತು. ತಾಲೂಕಿನ 14 ಮತ್ತು 17 ವರ್ಷದೊಳಗಿನ ತಂಡಗಳು ಭಾಗವಹಿಸಿದ್ದವು. ವಿಜೇತ ತಂಡಗಳು ಜಿಲ್ಲಾ ಮಟ್ಟಕ್ಕೆ ಆಯ್ಕೆಯಾದವು.	[1141, 1508, 1316, 1627]
story-divider	[43, 1743, 273, 1744]
quote-icon: ❝	[786, 2085, 810, 2131]
chess-winners-photo	[306, 1482, 701, 1685]
story-body: ಕೋಟ: ವೃತ್ತಿಪರ ಪ್ರಶಸ್ತಿ ಪುರಸ್ಕಾರ ಸೇವಾ ಸಂಸ್ಥೆಯ ವತಿಯಿಂದ ಸಾಧಕರಿಗೆ ಪ್ರೇರಣಾ ಪುರಸ್ಕಾರ ನೀಡಿ ಗೌರವಿಸಲಾಯಿತು. ಶಿಕ್ಷಣ ಹಾಗೂ ಸಮಾಜ ಸೇವಾ ಕ್ಷೇತ್ರದಲ್ಲಿ ಸಲ್ಲಿಸಿದ ಸೇವೆಯನ್ನು ಗುರುತಿಸಿ ಸನ್ಮಾನ ಮಾಡಲಾಯಿತು. ಕಾರ್ಯಕ್ರಮದಲ್ಲಿ ಗಣ್ಯರು, ಶಿಕ್ಷಕರು ಹಾಗೂ ವಿದ್ಯಾರ್ಥಿಗಳು ಉಪಸ್ಥಿತರಿದ್ದರು.	[43, 917, 273, 1054]
decor-strip	[298, 1954, 1066, 1962]
